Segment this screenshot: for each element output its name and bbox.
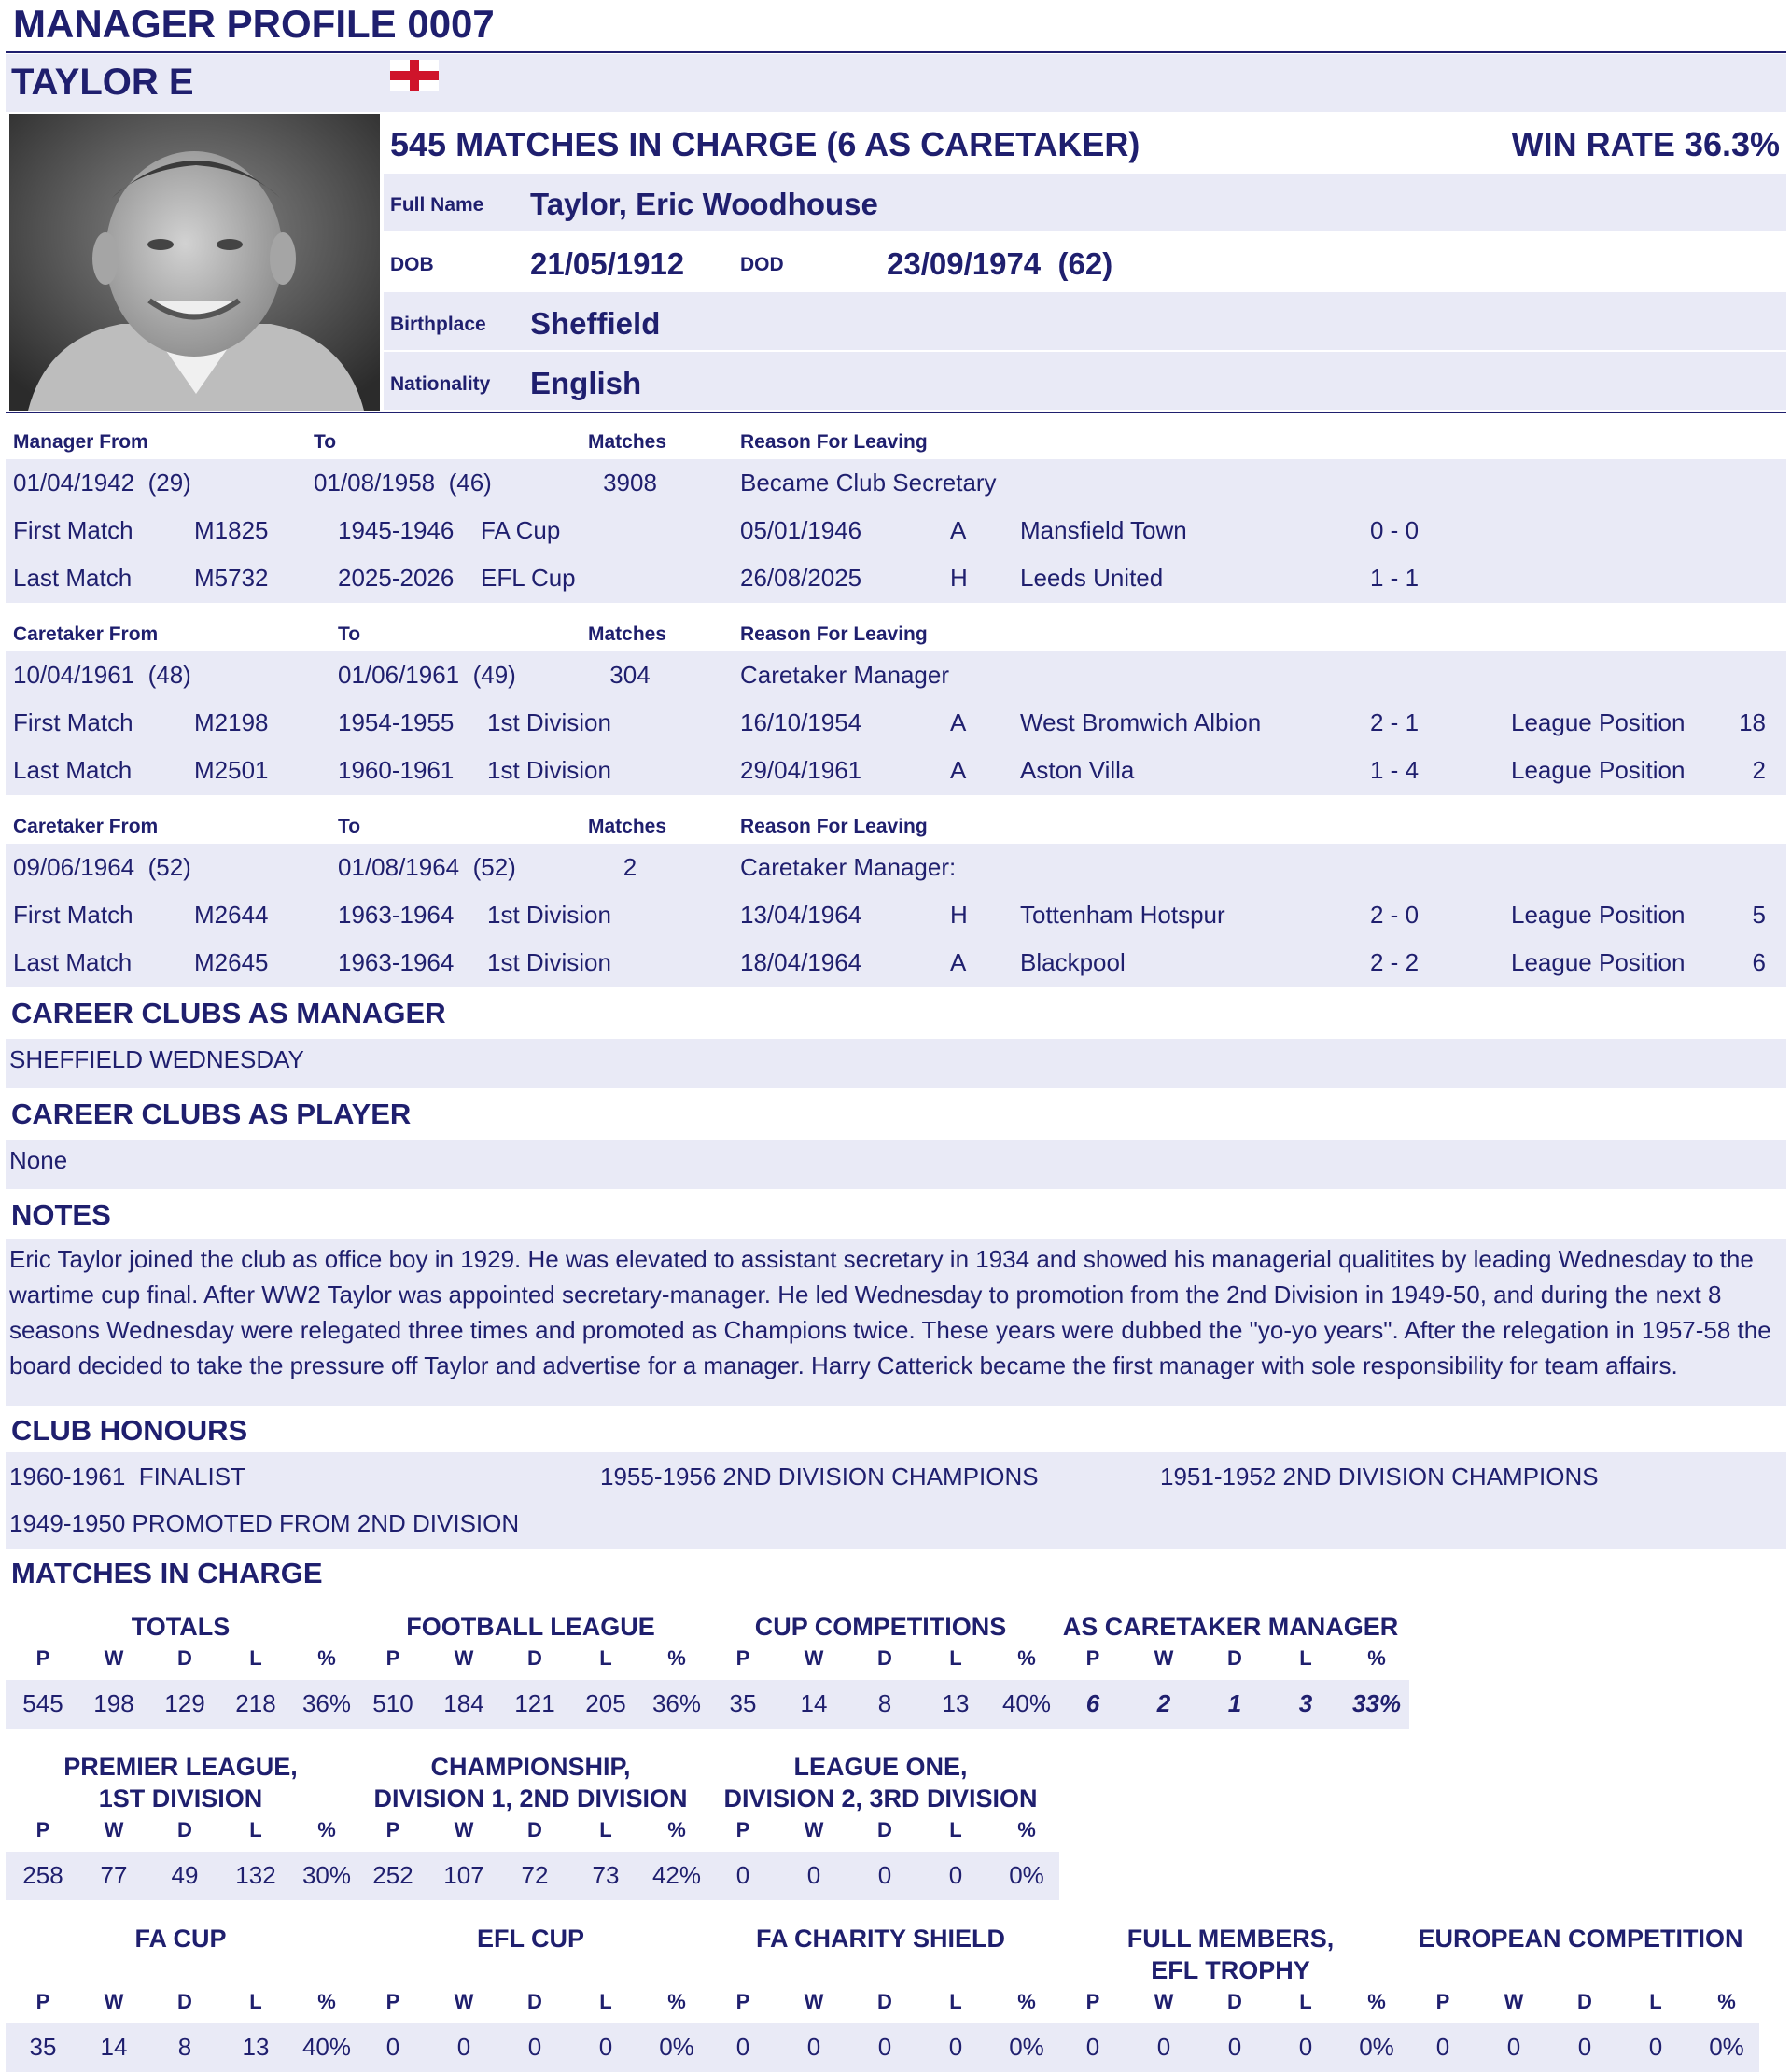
match-id: M2198 [194, 708, 269, 736]
league-position-label: League Position [1511, 708, 1686, 736]
match-venue: A [950, 756, 967, 784]
spell-reason-value: Caretaker Manager [740, 661, 949, 689]
stats-value: 218 [235, 1689, 276, 1717]
stats-value: 0 [1156, 2033, 1171, 2061]
match-venue: H [950, 564, 968, 592]
match-score: 1 - 1 [1370, 564, 1420, 592]
stats-value: 0 [1577, 2033, 1592, 2061]
win-rate: WIN RATE 36.3% [1511, 125, 1780, 163]
match-season: 1960-1961 [338, 756, 455, 784]
career-manager-heading: CAREER CLUBS AS MANAGER [11, 997, 446, 1029]
stats-col-header: L [1299, 1646, 1312, 1670]
match-opponent: Blackpool [1020, 948, 1126, 976]
stats-col-header: % [317, 1646, 336, 1670]
stats-col-header: % [1017, 1818, 1036, 1841]
stats-col-header: L [949, 1818, 962, 1841]
stats-value: 73 [592, 1861, 620, 1889]
league-position-label: League Position [1511, 901, 1686, 929]
stats-value: 14 [800, 1689, 828, 1717]
stats-value: 0 [948, 1861, 963, 1889]
stats-col-header: W [1504, 1990, 1524, 2013]
stats-col-header: D [1227, 1646, 1242, 1670]
match-id: M1825 [194, 516, 269, 544]
stats-col-header: % [1017, 1646, 1036, 1670]
spell-matches-header: Matches [588, 623, 667, 645]
stats-col-header: P [1435, 1990, 1450, 2013]
stats-col-header: D [1227, 1990, 1242, 2013]
spell-matches-value: 304 [609, 661, 651, 689]
stats-value: 35 [29, 2033, 57, 2061]
match-competition: 1st Division [487, 901, 611, 929]
spell-from-value: 10/04/1961 (48) [13, 661, 191, 689]
stats-value: 30% [301, 1861, 352, 1889]
match-competition: 1st Division [487, 756, 611, 784]
name-band [6, 54, 1786, 112]
stats-value: 0 [527, 2033, 542, 2061]
stats-value: 121 [514, 1689, 555, 1717]
stats-col-header: P [35, 1818, 50, 1841]
stats-value: 0% [1709, 2033, 1744, 2061]
page-title: MANAGER PROFILE 0007 [13, 2, 495, 46]
match-label: First Match [13, 516, 133, 544]
stats-col-header: % [1017, 1990, 1036, 2013]
stats-col-header: L [1299, 1990, 1312, 2013]
stats-value: 42% [651, 1861, 702, 1889]
stats-value: 35 [729, 1689, 757, 1717]
spell-reason-value: Became Club Secretary [740, 469, 997, 497]
match-date: 05/01/1946 [740, 516, 862, 544]
stats-group-title: FA CHARITY SHIELD [755, 1925, 1006, 1953]
match-date: 18/04/1964 [740, 948, 862, 976]
match-score: 0 - 0 [1370, 516, 1420, 544]
stats-value: 0 [1298, 2033, 1313, 2061]
league-position-value: 5 [1752, 901, 1766, 929]
match-date: 29/04/1961 [740, 756, 862, 784]
stats-col-header: W [804, 1646, 824, 1670]
spell-from-value: 01/04/1942 (29) [13, 469, 191, 497]
stats-value: 0 [877, 2033, 892, 2061]
match-opponent: Leeds United [1020, 564, 1164, 592]
stats-col-header: L [949, 1990, 962, 2013]
stats-group-title: LEAGUE ONE, DIVISION 2, 3RD DIVISION [723, 1753, 1038, 1813]
stats-col-header: L [249, 1990, 262, 2013]
stats-value: 184 [443, 1689, 484, 1717]
stats-col-header: L [599, 1818, 612, 1841]
stats-col-header: W [104, 1646, 124, 1670]
stats-value: 0 [735, 1861, 750, 1889]
stats-group-title: FOOTBALL LEAGUE [406, 1613, 655, 1641]
spell-to-value: 01/08/1958 (46) [314, 469, 492, 497]
match-venue: A [950, 948, 967, 976]
spell-from-header: Caretaker From [13, 623, 159, 645]
stats-col-header: L [249, 1818, 262, 1841]
stats-value: 545 [22, 1689, 63, 1717]
match-id: M2645 [194, 948, 269, 976]
match-opponent: West Bromwich Albion [1020, 708, 1262, 736]
stats-group-title: CUP COMPETITIONS [754, 1613, 1007, 1641]
stats-col-header: P [1085, 1646, 1100, 1670]
spell-from-header: Manager From [13, 431, 148, 453]
match-label: First Match [13, 708, 133, 736]
nationality-label: Nationality [390, 373, 491, 395]
stats-col-header: W [804, 1818, 824, 1841]
stats-value: 8 [877, 1689, 892, 1717]
honour-item: 1955-1956 2ND DIVISION CHAMPIONS [600, 1463, 1039, 1491]
stats-col-header: W [804, 1990, 824, 2013]
stats-col-header: W [1154, 1646, 1174, 1670]
match-label: Last Match [13, 564, 133, 592]
stats-col-header: D [877, 1646, 892, 1670]
stats-col-header: D [527, 1818, 542, 1841]
stats-value: 0 [735, 2033, 750, 2061]
league-position-label: League Position [1511, 948, 1686, 976]
stats-value: 40% [301, 2033, 352, 2061]
stats-col-header: W [454, 1818, 474, 1841]
stats-col-header: % [667, 1990, 686, 2013]
spell-matches-header: Matches [588, 816, 667, 837]
stats-heading: MATCHES IN CHARGE [11, 1557, 323, 1589]
match-season: 1954-1955 [338, 708, 455, 736]
honours-heading: CLUB HONOURS [11, 1414, 248, 1447]
league-position-value: 2 [1752, 756, 1766, 784]
stats-value: 49 [171, 1861, 199, 1889]
stats-col-header: P [1085, 1990, 1100, 2013]
stats-col-header: % [1367, 1646, 1386, 1670]
match-venue: H [950, 901, 968, 929]
stats-col-header: D [177, 1990, 192, 2013]
stats-value: 8 [177, 2033, 192, 2061]
spell-reason-header: Reason For Leaving [740, 431, 928, 453]
stats-col-header: % [1367, 1990, 1386, 2013]
england-flag-icon [390, 60, 439, 91]
dod-value: 23/09/1974 (62) [887, 246, 1113, 281]
match-opponent: Tottenham Hotspur [1020, 901, 1225, 929]
stats-value: 0 [598, 2033, 613, 2061]
stats-value: 0 [1085, 2033, 1100, 2061]
career-manager-value: SHEFFIELD WEDNESDAY [9, 1045, 304, 1073]
stats-value: 510 [372, 1689, 413, 1717]
stats-value: 0% [1009, 2033, 1044, 2061]
stats-col-header: L [599, 1646, 612, 1670]
match-competition: FA Cup [481, 516, 561, 544]
league-position-label: League Position [1511, 756, 1686, 784]
stats-value: 1 [1227, 1689, 1242, 1717]
stats-value: 72 [521, 1861, 549, 1889]
stats-col-header: P [385, 1818, 400, 1841]
career-player-value: None [9, 1146, 68, 1174]
stats-value: 0 [877, 1861, 892, 1889]
notes-heading: NOTES [11, 1198, 111, 1231]
stats-col-header: % [317, 1818, 336, 1841]
stats-value: 198 [93, 1689, 134, 1717]
stats-value: 6 [1085, 1689, 1100, 1717]
stats-col-header: D [877, 1990, 892, 2013]
stats-group-title: TOTALS [131, 1613, 231, 1641]
stats-group-title: EFL CUP [476, 1925, 584, 1953]
spell-from-header: Caretaker From [13, 816, 159, 837]
profile-divider [6, 412, 1786, 413]
stats-value: 3 [1298, 1689, 1313, 1717]
stats-value: 2 [1156, 1689, 1171, 1717]
spell-reason-value: Caretaker Manager: [740, 853, 957, 881]
stats-value: 13 [242, 2033, 270, 2061]
spell-matches-value: 2 [623, 853, 637, 881]
stats-value: 0% [1359, 2033, 1394, 2061]
match-label: First Match [13, 901, 133, 929]
stats-group-title: PREMIER LEAGUE, 1ST DIVISION [63, 1753, 298, 1813]
match-venue: A [950, 516, 967, 544]
stats-value: 0 [948, 2033, 963, 2061]
stats-value: 0 [806, 2033, 821, 2061]
stats-col-header: L [599, 1990, 612, 2013]
stats-col-header: P [35, 1646, 50, 1670]
spell-from-value: 09/06/1964 (52) [13, 853, 191, 881]
matches-in-charge-headline: 545 MATCHES IN CHARGE (6 AS CARETAKER) [390, 125, 1140, 163]
match-season: 2025-2026 [338, 564, 455, 592]
league-position-value: 6 [1752, 948, 1766, 976]
stats-value: 40% [1001, 1689, 1052, 1717]
spell-to-header: To [314, 431, 337, 453]
stats-group-title: EUROPEAN COMPETITION [1418, 1925, 1743, 1953]
spell-to-value: 01/06/1961 (49) [338, 661, 516, 689]
honour-item: 1960-1961 FINALIST [9, 1463, 245, 1491]
dob-label: DOB [390, 254, 434, 275]
manager-name: TAYLOR E [11, 62, 194, 103]
stats-value: 0% [659, 2033, 694, 2061]
stats-col-header: W [1154, 1990, 1174, 2013]
match-competition: EFL Cup [481, 564, 576, 592]
stats-col-header: P [735, 1818, 750, 1841]
stats-col-header: D [877, 1818, 892, 1841]
honour-item: 1949-1950 PROMOTED FROM 2ND DIVISION [9, 1509, 520, 1537]
honour-item: 1951-1952 2ND DIVISION CHAMPIONS [1160, 1463, 1599, 1491]
dod-label: DOD [740, 254, 784, 275]
notes-text: Eric Taylor joined the club as office boy in 1929. He was elevated to assistant secretary in 1934 and showed his managerial qualitites by leading Wednesday to the wartime cup final. After WW2 Taylor was appointed secretary-manager. He led Wednesday to promotion from the 2nd Division in 1949-50, and during the next 8 seasons Wednesday were relegated three times and promoted as Champions twice. These years were dubbed the "yo-yo years". After the relegation in 1957-58 the board decided to take the pressure off Taylor and advertise for a manager. Harry Catterick became the first manager with sole responsibility for team affairs. [9, 1245, 1771, 1379]
stats-col-header: L [1649, 1990, 1662, 2013]
match-opponent: Mansfield Town [1020, 516, 1187, 544]
spell-to-header: To [338, 623, 361, 645]
stats-value: 132 [235, 1861, 276, 1889]
match-venue: A [950, 708, 967, 736]
full-name-label: Full Name [390, 194, 484, 216]
spell-matches-value: 3908 [603, 469, 657, 497]
stats-value: 33% [1351, 1689, 1402, 1717]
stats-col-header: D [527, 1646, 542, 1670]
stats-col-header: P [735, 1990, 750, 2013]
dob-value: 21/05/1912 [530, 246, 685, 281]
match-label: Last Match [13, 948, 133, 976]
spell-reason-header: Reason For Leaving [740, 623, 928, 645]
stats-col-header: D [1577, 1990, 1592, 2013]
spell-matches-header: Matches [588, 431, 667, 453]
stats-value: 252 [372, 1861, 413, 1889]
stats-col-header: P [735, 1646, 750, 1670]
stats-col-header: % [667, 1646, 686, 1670]
match-score: 2 - 2 [1370, 948, 1420, 976]
match-score: 2 - 1 [1370, 708, 1420, 736]
match-competition: 1st Division [487, 708, 611, 736]
league-position-value: 18 [1739, 708, 1766, 736]
match-label: Last Match [13, 756, 133, 784]
stats-group-title: AS CARETAKER MANAGER [1062, 1613, 1399, 1641]
match-date: 26/08/2025 [740, 564, 862, 592]
stats-value: 0 [456, 2033, 471, 2061]
stats-col-header: P [385, 1990, 400, 2013]
stats-value: 0 [1227, 2033, 1242, 2061]
manager-photo [9, 114, 380, 411]
spell-to-header: To [338, 816, 361, 837]
birthplace-value: Sheffield [530, 306, 661, 341]
birthplace-label: Birthplace [390, 314, 486, 335]
match-season: 1945-1946 [338, 516, 455, 544]
stats-col-header: W [454, 1646, 474, 1670]
spell-reason-header: Reason For Leaving [740, 816, 928, 837]
stats-value: 0 [1648, 2033, 1663, 2061]
stats-group-title: FULL MEMBERS, EFL TROPHY [1126, 1925, 1335, 1984]
stats-value: 205 [585, 1689, 626, 1717]
title-divider [6, 51, 1786, 53]
stats-group-title: FA CUP [134, 1925, 227, 1953]
career-player-band [6, 1140, 1786, 1189]
stats-value: 77 [100, 1861, 128, 1889]
stats-col-header: P [35, 1990, 50, 2013]
match-id: M2501 [194, 756, 269, 784]
spell-to-value: 01/08/1964 (52) [338, 853, 516, 881]
match-score: 2 - 0 [1370, 901, 1420, 929]
stats-col-header: D [177, 1646, 192, 1670]
stats-col-header: L [949, 1646, 962, 1670]
stats-value: 14 [100, 2033, 128, 2061]
nationality-value: English [530, 366, 642, 400]
stats-col-header: % [667, 1818, 686, 1841]
stats-col-header: % [317, 1990, 336, 2013]
stats-col-header: L [249, 1646, 262, 1670]
stats-col-header: W [104, 1818, 124, 1841]
stats-col-header: D [177, 1818, 192, 1841]
stats-value: 0 [1506, 2033, 1521, 2061]
match-id: M5732 [194, 564, 269, 592]
stats-col-header: % [1717, 1990, 1736, 2013]
full-name-value: Taylor, Eric Woodhouse [530, 187, 878, 221]
stats-col-header: W [454, 1990, 474, 2013]
career-player-heading: CAREER CLUBS AS PLAYER [11, 1098, 412, 1130]
stats-value: 0 [806, 1861, 821, 1889]
stats-value: 0% [1009, 1861, 1044, 1889]
match-score: 1 - 4 [1370, 756, 1420, 784]
match-competition: 1st Division [487, 948, 611, 976]
stats-value: 36% [301, 1689, 352, 1717]
stats-value: 107 [443, 1861, 484, 1889]
stats-value: 129 [164, 1689, 205, 1717]
stats-value: 0 [1435, 2033, 1450, 2061]
match-season: 1963-1964 [338, 948, 455, 976]
stats-value: 258 [22, 1861, 63, 1889]
stats-group-title: CHAMPIONSHIP, DIVISION 1, 2ND DIVISION [373, 1753, 688, 1813]
stats-col-header: P [385, 1646, 400, 1670]
stats-col-header: D [527, 1990, 542, 2013]
stats-value: 13 [942, 1689, 970, 1717]
match-season: 1963-1964 [338, 901, 455, 929]
stats-value: 36% [651, 1689, 702, 1717]
match-date: 16/10/1954 [740, 708, 862, 736]
match-opponent: Aston Villa [1020, 756, 1135, 784]
match-id: M2644 [194, 901, 269, 929]
stats-value: 0 [385, 2033, 400, 2061]
match-date: 13/04/1964 [740, 901, 862, 929]
stats-col-header: W [104, 1990, 124, 2013]
